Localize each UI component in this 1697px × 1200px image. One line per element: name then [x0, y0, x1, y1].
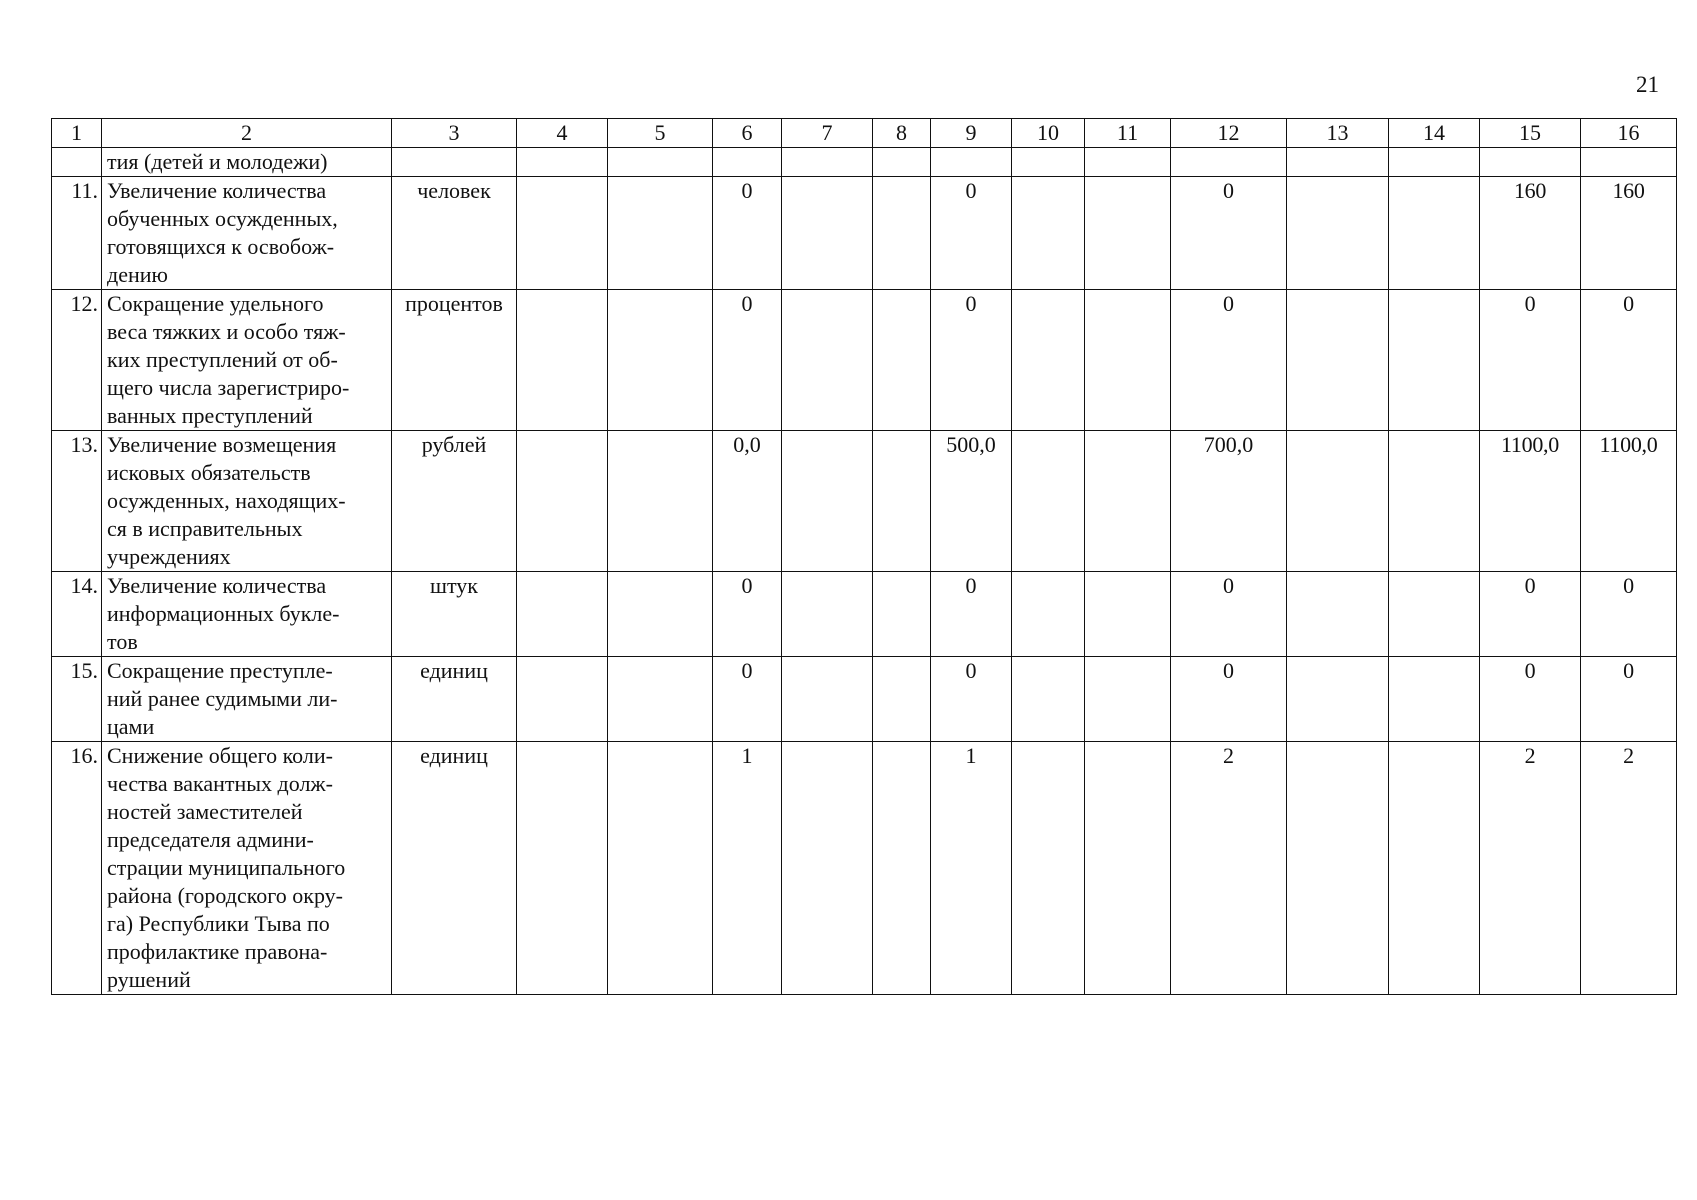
column-number-row — [52, 119, 1677, 148]
value-cell-6: 0 — [713, 177, 782, 290]
column-header: 7 — [782, 119, 873, 148]
value-cell-12 — [1171, 148, 1287, 177]
value-cell-12: 0 — [1171, 290, 1287, 431]
empty-cell — [517, 148, 608, 177]
empty-cell — [873, 572, 931, 657]
indicator-name-line: тия (детей и молодежи) — [107, 149, 328, 174]
indicator-name — [102, 177, 392, 290]
empty-cell — [608, 148, 713, 177]
empty-cell — [1287, 657, 1389, 742]
indicator-name-line: Сокращение удельного — [107, 291, 324, 316]
empty-cell — [873, 431, 931, 572]
column-header: 11 — [1085, 119, 1171, 148]
empty-cell — [1012, 290, 1085, 431]
value-cell-9: 0 — [931, 177, 1012, 290]
indicator-name-line: района (городского окру- — [107, 883, 343, 908]
value-cell-6: 0,0 — [713, 431, 782, 572]
indicator-name-line: ких преступлений от об- — [107, 347, 338, 372]
indicator-name-line: обученных осужденных, — [107, 206, 338, 231]
empty-cell — [873, 177, 931, 290]
unit-cell: штук — [392, 572, 517, 657]
unit-cell: рублей — [392, 431, 517, 572]
empty-cell — [1012, 657, 1085, 742]
empty-cell — [1287, 290, 1389, 431]
indicator-name-line: веса тяжких и особо тяж- — [107, 319, 346, 344]
value-cell-16: 0 — [1581, 290, 1677, 431]
indicator-name-line: готовящихся к освобож- — [107, 234, 335, 259]
indicator-name-line: цами — [107, 714, 155, 739]
indicator-name-line: председателя админи- — [107, 827, 314, 852]
empty-cell — [1389, 290, 1480, 431]
empty-cell — [1389, 572, 1480, 657]
table-row — [52, 177, 1677, 290]
empty-cell — [1287, 148, 1389, 177]
empty-cell — [1085, 572, 1171, 657]
empty-cell — [1287, 572, 1389, 657]
value-cell-9: 0 — [931, 572, 1012, 657]
page-number: 21 — [1636, 72, 1659, 97]
empty-cell — [608, 290, 713, 431]
empty-cell — [1085, 431, 1171, 572]
empty-cell — [782, 290, 873, 431]
column-header: 16 — [1581, 119, 1677, 148]
indicator-name-line: щего числа зарегистриро- — [107, 375, 350, 400]
empty-cell — [1085, 290, 1171, 431]
row-number: 16. — [52, 742, 102, 995]
empty-cell — [782, 657, 873, 742]
value-cell-15: 0 — [1480, 290, 1581, 431]
unit-cell — [392, 148, 517, 177]
empty-cell — [1085, 657, 1171, 742]
indicator-name-line: ний ранее судимыми ли- — [107, 686, 338, 711]
unit-cell: человек — [392, 177, 517, 290]
indicator-name-line: ностей заместителей — [107, 799, 303, 824]
value-cell-12: 0 — [1171, 572, 1287, 657]
indicator-name-line: тов — [107, 629, 138, 654]
empty-cell — [1085, 177, 1171, 290]
empty-cell — [517, 290, 608, 431]
value-cell-15: 2 — [1480, 742, 1581, 995]
empty-cell — [1287, 431, 1389, 572]
value-cell-9: 500,0 — [931, 431, 1012, 572]
value-cell-15: 0 — [1480, 572, 1581, 657]
row-number: 14. — [52, 572, 102, 657]
indicator-name — [102, 572, 392, 657]
indicator-name — [102, 657, 392, 742]
indicator-name — [102, 290, 392, 431]
empty-cell — [517, 572, 608, 657]
column-header: 6 — [713, 119, 782, 148]
indicator-name-line: ванных преступлений — [107, 403, 313, 428]
column-header: 10 — [1012, 119, 1085, 148]
row-number: 15. — [52, 657, 102, 742]
column-header: 8 — [873, 119, 931, 148]
empty-cell — [517, 657, 608, 742]
column-header: 1 — [52, 119, 102, 148]
value-cell-9: 0 — [931, 657, 1012, 742]
value-cell-15: 160 — [1480, 177, 1581, 290]
value-cell-9: 0 — [931, 290, 1012, 431]
empty-cell — [1012, 572, 1085, 657]
indicator-name-line: информационных букле- — [107, 601, 340, 626]
indicator-name-line: Увеличение возмещения — [107, 432, 337, 457]
indicator-name-line: профилактике правона- — [107, 939, 328, 964]
empty-cell — [1012, 742, 1085, 995]
value-cell-12: 0 — [1171, 657, 1287, 742]
indicator-name — [102, 148, 392, 177]
indicator-name-line: ся в исправительных — [107, 516, 303, 541]
empty-cell — [1389, 148, 1480, 177]
unit-cell: единиц — [392, 742, 517, 995]
empty-cell — [782, 177, 873, 290]
table-row — [52, 431, 1677, 572]
empty-cell — [873, 657, 931, 742]
unit-cell: единиц — [392, 657, 517, 742]
column-header: 3 — [392, 119, 517, 148]
empty-cell — [1389, 657, 1480, 742]
row-number: 13. — [52, 431, 102, 572]
value-cell-12: 2 — [1171, 742, 1287, 995]
empty-cell — [1389, 431, 1480, 572]
column-header: 9 — [931, 119, 1012, 148]
column-header: 4 — [517, 119, 608, 148]
table-row — [52, 572, 1677, 657]
value-cell-12: 0 — [1171, 177, 1287, 290]
value-cell-16: 0 — [1581, 657, 1677, 742]
indicator-name-line: рушений — [107, 967, 191, 992]
value-cell-16: 1100,0 — [1581, 431, 1677, 572]
indicator-name-line: Снижение общего коли- — [107, 743, 333, 768]
value-cell-16: 2 — [1581, 742, 1677, 995]
row-number: 11. — [52, 177, 102, 290]
row-number: 12. — [52, 290, 102, 431]
table-row — [52, 290, 1677, 431]
column-header: 2 — [102, 119, 392, 148]
empty-cell — [782, 742, 873, 995]
table-row — [52, 657, 1677, 742]
indicator-name-line: Увеличение количества — [107, 178, 327, 203]
empty-cell — [608, 657, 713, 742]
empty-cell — [1389, 742, 1480, 995]
indicator-name-line: Увеличение количества — [107, 573, 327, 598]
row-number — [52, 148, 102, 177]
empty-cell — [1389, 177, 1480, 290]
empty-cell — [1085, 148, 1171, 177]
column-header: 5 — [608, 119, 713, 148]
empty-cell — [1012, 148, 1085, 177]
value-cell-15: 1100,0 — [1480, 431, 1581, 572]
empty-cell — [782, 148, 873, 177]
empty-cell — [608, 431, 713, 572]
indicator-name-line: учреждениях — [107, 544, 231, 569]
value-cell-6 — [713, 148, 782, 177]
unit-cell: процентов — [392, 290, 517, 431]
empty-cell — [782, 431, 873, 572]
empty-cell — [782, 572, 873, 657]
indicator-name — [102, 742, 392, 995]
empty-cell — [608, 572, 713, 657]
empty-cell — [517, 431, 608, 572]
column-header: 14 — [1389, 119, 1480, 148]
value-cell-9: 1 — [931, 742, 1012, 995]
indicator-name-line: Сокращение преступле- — [107, 658, 333, 683]
value-cell-6: 0 — [713, 290, 782, 431]
empty-cell — [1012, 177, 1085, 290]
empty-cell — [1085, 742, 1171, 995]
empty-cell — [608, 177, 713, 290]
empty-cell — [517, 742, 608, 995]
column-header: 15 — [1480, 119, 1581, 148]
indicator-name-line: осужденных, находящих- — [107, 488, 346, 513]
table-row — [52, 742, 1677, 995]
value-cell-6: 0 — [713, 572, 782, 657]
indicator-name — [102, 431, 392, 572]
value-cell-15 — [1480, 148, 1581, 177]
value-cell-6: 0 — [713, 657, 782, 742]
column-header: 12 — [1171, 119, 1287, 148]
table-row — [52, 148, 1677, 177]
indicator-name-line: чества вакантных долж- — [107, 771, 333, 796]
empty-cell — [1287, 742, 1389, 995]
empty-cell — [873, 290, 931, 431]
indicator-name-line: исковых обязательств — [107, 460, 311, 485]
value-cell-9 — [931, 148, 1012, 177]
empty-cell — [608, 742, 713, 995]
indicator-name-line: страции муниципального — [107, 855, 346, 880]
indicators-table — [51, 118, 1677, 995]
value-cell-12: 700,0 — [1171, 431, 1287, 572]
empty-cell — [873, 148, 931, 177]
empty-cell — [517, 177, 608, 290]
value-cell-6: 1 — [713, 742, 782, 995]
column-header: 13 — [1287, 119, 1389, 148]
empty-cell — [873, 742, 931, 995]
value-cell-16: 160 — [1581, 177, 1677, 290]
value-cell-16 — [1581, 148, 1677, 177]
value-cell-16: 0 — [1581, 572, 1677, 657]
indicator-name-line: дению — [107, 262, 168, 287]
indicator-name-line: га) Республики Тыва по — [107, 911, 330, 936]
empty-cell — [1287, 177, 1389, 290]
empty-cell — [1012, 431, 1085, 572]
value-cell-15: 0 — [1480, 657, 1581, 742]
